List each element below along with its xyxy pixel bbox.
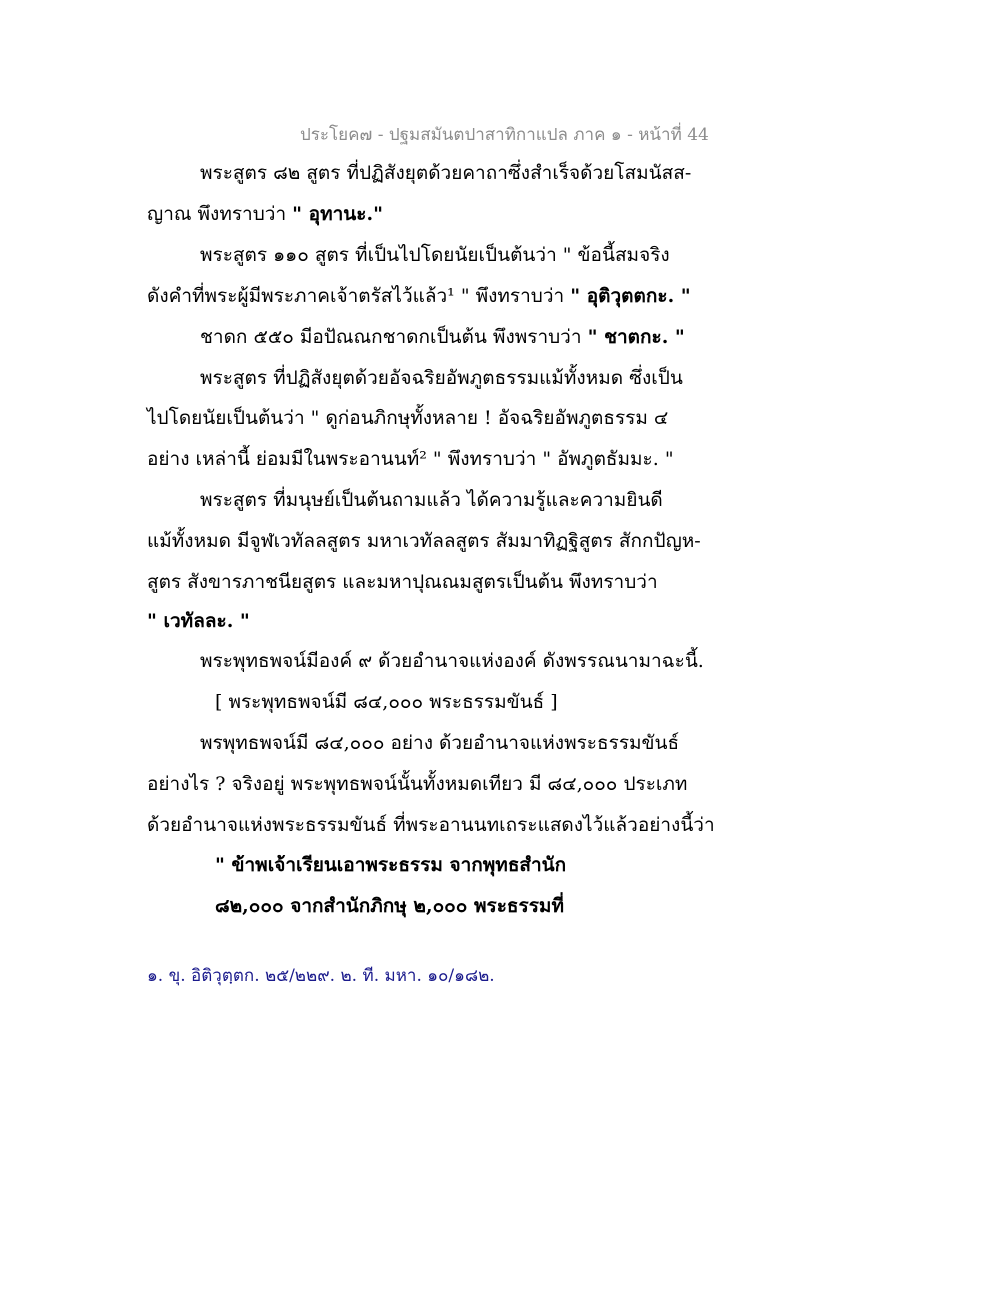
body-line: [200, 324, 685, 350]
line-text: พระสูตร ที่ปฏิสังยุตด้วยอัจฉริยอัพภูตธรรมแม้ทั้งหมด ซึ่งเป็น: [200, 367, 683, 389]
body-line: [200, 487, 663, 513]
line-text: พระสูตร ที่มนุษย์เป็นต้นถามแล้ว ได้ความรู้และความยินดี: [200, 489, 663, 511]
line-text: ชาดก ๕๕๐ มีอปัณณกชาดกเป็นต้น พึงพราบว่า: [200, 326, 588, 348]
term-bold: " อุติวุตตกะ. ": [570, 285, 691, 307]
body-line: [200, 730, 679, 756]
body-line: [147, 283, 691, 309]
body-line: [147, 771, 687, 797]
body-line: [147, 812, 715, 838]
term-bold: " ชาตกะ. ": [587, 326, 685, 348]
line-text: แม้ทั้งหมด มีจูฬเวทัลลสูตร มหาเวทัลลสูตร สัมมาทิฏฐิสูตร สักกปัญห-: [147, 530, 701, 552]
body-line: [147, 608, 250, 634]
body-line: [200, 160, 691, 186]
term-bold: " เวทัลละ. ": [147, 610, 250, 632]
body-line: [147, 201, 383, 227]
body-line: [200, 365, 683, 391]
line-text: ด้วยอำนาจแห่งพระธรรมขันธ์ ที่พระอานนทเถระแสดงไว้แล้วอย่างนี้ว่า: [147, 814, 715, 836]
body-line: [147, 569, 658, 595]
line-text: [ พระพุทธพจน์มี ๘๔,๐๐๐ พระธรรมขันธ์ ]: [215, 691, 558, 713]
body-line: [200, 242, 670, 268]
line-text: อย่าง เหล่านี้ ย่อมมีในพระอานนท์² " พึงทราบว่า " อัพภูตธัมมะ. ": [147, 448, 674, 470]
line-text: ดังคำที่พระผู้มีพระภาคเจ้าตรัสไว้แล้ว¹ " พึงทราบว่า: [147, 285, 571, 307]
line-text: พระสูตร ๘๒ สูตร ที่ปฏิสังยุตด้วยคาถาซึ่งสำเร็จด้วยโสมนัสส-: [200, 162, 692, 184]
quote-bold: ๘๒,๐๐๐ จากสำนักภิกษุ ๒,๐๐๐ พระธรรมที่: [215, 895, 564, 917]
line-text: สูตร สังขารภาชนียสูตร และมหาปุณณมสูตรเป็นต้น พึงทราบว่า: [147, 571, 658, 593]
footnote: ๑. ขุ. อิติวุตฺตก. ๒๕/๒๒๙. ๒. ที. มหา. ๑๐/๑๘๒.: [147, 966, 495, 986]
body-line: [147, 405, 668, 431]
body-line: [200, 648, 704, 674]
quote-line: [215, 852, 566, 878]
quote-bold: " ข้าพเจ้าเรียนเอาพระธรรม จากพุทธสำนัก: [215, 854, 567, 876]
term-bold: " อุทานะ.": [292, 203, 383, 225]
section-heading: [215, 689, 558, 715]
body-line: [147, 528, 701, 554]
line-text: ไปโดยนัยเป็นต้นว่า " ดูก่อนภิกษุทั้งหลาย ! อัจฉริยอัพภูตธรรม ๔: [147, 407, 669, 429]
body-line: [147, 446, 674, 472]
running-header: ประโยค๗ - ปฐมสมันตปาสาทิกาแปล ภาค ๑ - หน้าที่ 44: [300, 125, 709, 145]
line-text: ญาณ พึงทราบว่า: [147, 203, 293, 225]
line-text: อย่างไร ? จริงอยู่ พระพุทธพจน์นั้นทั้งหมดเทียว มี ๘๔,๐๐๐ ประเภท: [147, 773, 688, 795]
line-text: พรพุทธพจน์มี ๘๔,๐๐๐ อย่าง ด้วยอำนาจแห่งพระธรรมขันธ์: [200, 732, 680, 754]
line-text: พระสูตร ๑๑๐ สูตร ที่เป็นไปโดยนัยเป็นต้นว่า " ข้อนี้สมจริง: [200, 244, 670, 266]
line-text: พระพุทธพจน์มีองค์ ๙ ด้วยอำนาจแห่งองค์ ดังพรรณนามาฉะนี้.: [200, 650, 704, 672]
quote-line: [215, 893, 564, 919]
